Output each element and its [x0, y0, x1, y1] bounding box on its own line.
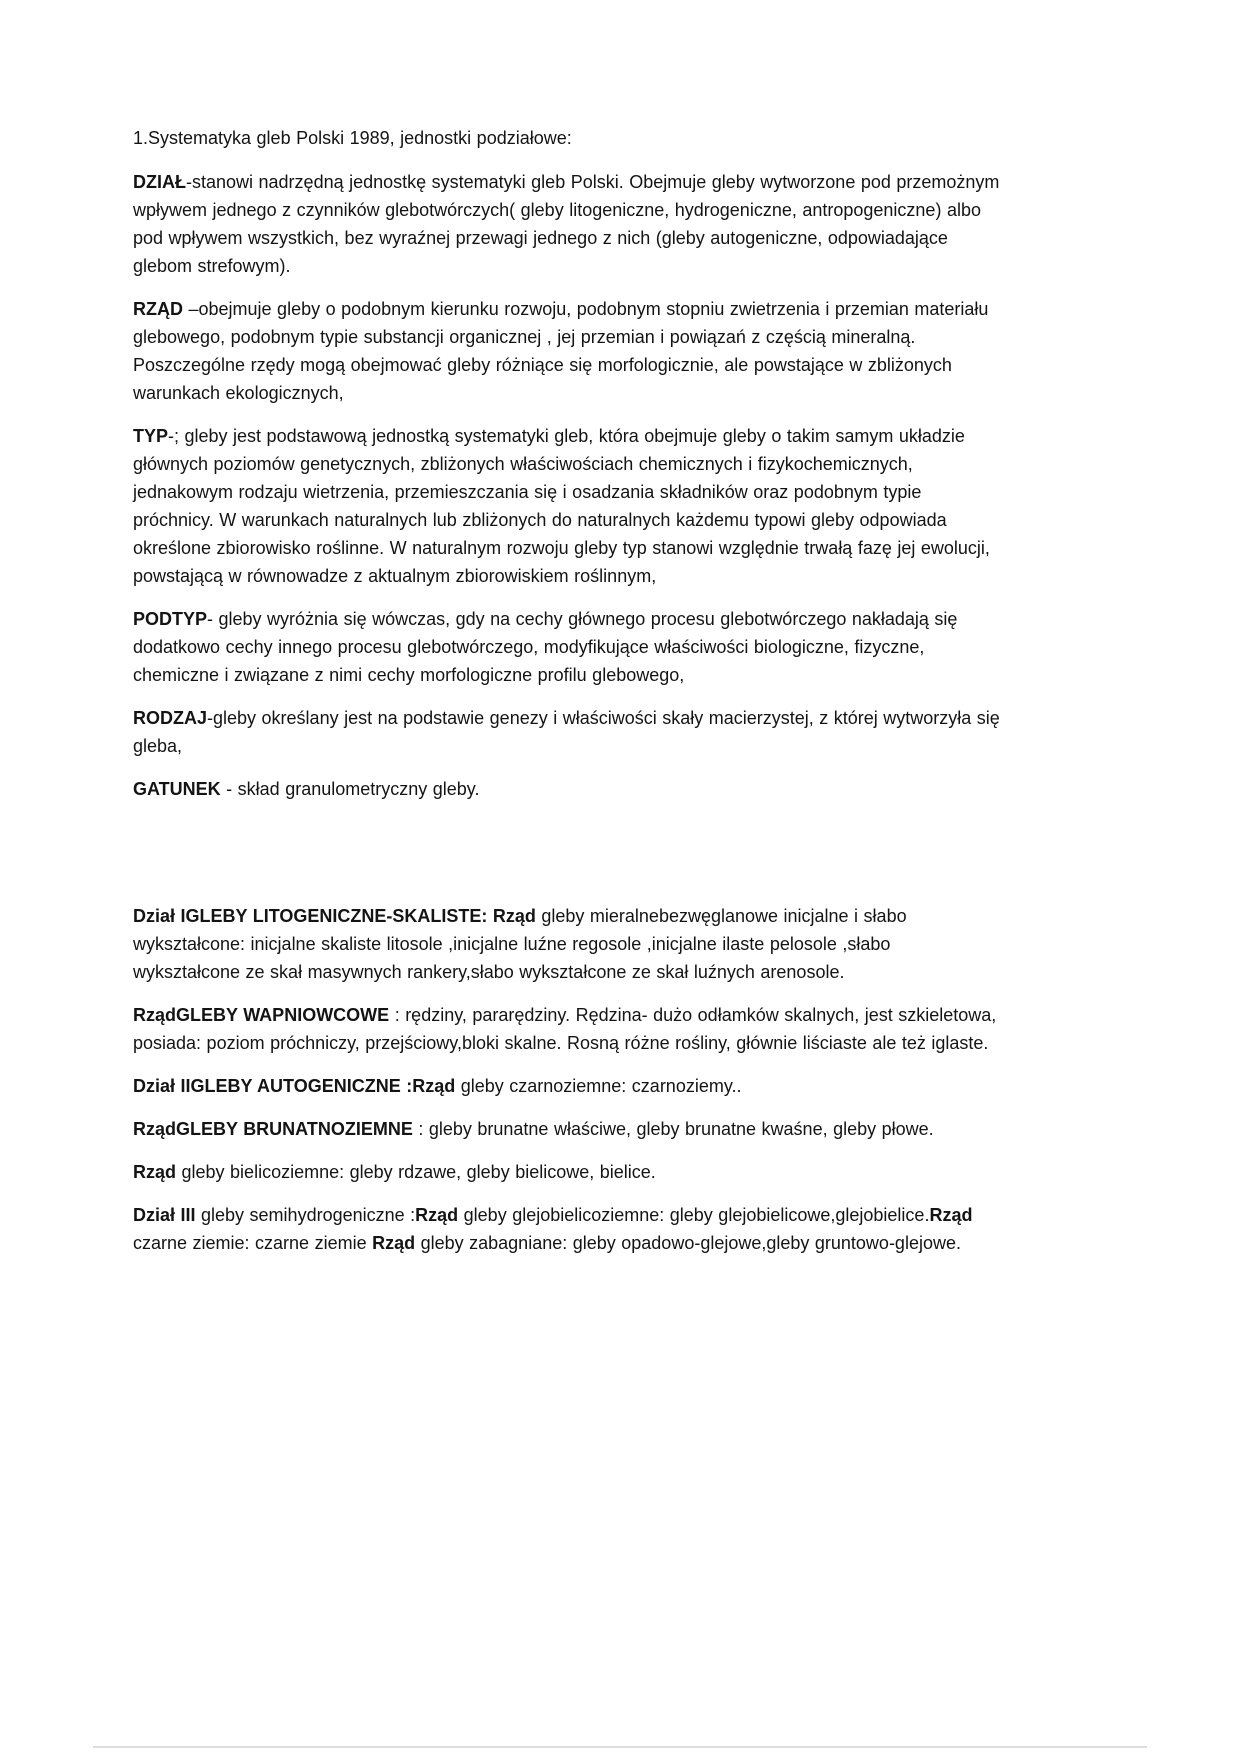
para-rzad-bielicoziemne: [133, 1158, 1002, 1186]
paragraph-bold-lead: Rząd: [133, 1162, 177, 1182]
paragraph-text: –obejmuje gleby o podobnym kierunku rozwoju, podobnym stopniu zwietrzenia i przemian materiału glebowego, podobnym typie substancji organicznej , jej przemian i powiązań z częścią mineralną. Poszczególne rzędy mogą obejmować gleby różniące się morfologicznie, ale powstające w zbliżonych warunkach ekologicznych,: [133, 299, 989, 403]
paragraph-bold-lead: DZIAŁ: [133, 172, 186, 192]
paragraph-text: gleby glejobielicoziemne: gleby glejobielicowe,glejobielice.: [458, 1205, 930, 1225]
paragraph-text: -stanowi nadrzędną jednostkę systematyki gleb Polski. Obejmuje gleby wytworzone pod przemożnym wpływem jednego z czynników glebotwórczych( gleby litogeniczne, hydrogeniczne, antropogeniczne) albo pod wpływem wszystkich, bez wyraźnej przewagi jednego z nich (gleby autogeniczne, odpowiadające glebom strefowym).: [133, 172, 1000, 276]
para-dzial-2-autogeniczne: [133, 1072, 1002, 1100]
paragraph-text: gleby semihydrogeniczne :: [195, 1205, 416, 1225]
paragraph-text: -; gleby jest podstawową jednostką systematyki gleb, która obejmuje gleby o takim samym układzie głównych poziomów genetycznych, zbliżonych właściwościach chemicznych i fizykochemicznych, jednakowym rodzaju wietrzenia, przemieszczania się i osadzania składników oraz podobnym typie próchnicy. W warunkach naturalnych lub zbliżonych do naturalnych każdemu typowi gleby odpowiada określone zbiorowisko roślinne. W naturalnym rozwoju gleby typ stanowi względnie trwałą fazę jej ewolucji, powstającą w równowadze z aktualnym zbiorowiskiem roślinnym,: [133, 426, 990, 586]
paragraph-text: gleby bielicoziemne: gleby rdzawe, gleby bielicowe, bielice.: [176, 1162, 656, 1182]
paragraph-bold-lead: Rząd: [372, 1233, 416, 1253]
paragraph-bold-lead: RZĄD: [133, 299, 183, 319]
paragraph-bold-lead: TYP: [133, 426, 169, 446]
para-dzial-3-semihydrogeniczne: [133, 1201, 1002, 1257]
paragraph-bold-lead: Dział IGLEBY LITOGENICZNE-SKALISTE: Rząd: [133, 906, 536, 926]
paragraph-bold-lead: RządGLEBY WAPNIOWCOWE: [133, 1005, 390, 1025]
paragraph-text: -gleby określany jest na podstawie genezy i właściwości skały macierzystej, z której wytworzyła się gleba,: [133, 708, 1000, 756]
paragraph-text: : rędziny, pararędziny. Rędzina- dużo odłamków skalnych, jest szkieletowa, posiada: poziom próchniczy, przejściowy,bloki skalne. Rosną różne rośliny, głównie liściaste ale też iglaste.: [133, 1005, 997, 1053]
document-body: [133, 168, 1002, 1257]
para-dzial-1-litogeniczne: [133, 902, 1002, 986]
paragraph-text: gleby mieralnebezwęglanowe inicjalne i słabo wykształcone: inicjalne skaliste litosole ,inicjalne luźne regosole ,inicjalne ilaste pelosole ,słabo wykształcone ze skał masywnych rankery,słabo wykształcone ze skał luźnych arenosole.: [133, 906, 907, 982]
para-podtyp-definition: [133, 605, 1002, 689]
page-title: 1.Systematyka gleb Polski 1989, jednostki podziałowe:: [133, 128, 572, 148]
para-rzad-wapniowcowe: [133, 1001, 1002, 1057]
para-gatunek-definition: [133, 775, 1002, 803]
paragraph-bold-lead: Rząd: [415, 1205, 459, 1225]
paragraph-bold-lead: RODZAJ: [133, 708, 208, 728]
paragraph-bold-lead: Dział IIGLEBY AUTOGENICZNE :Rząd: [133, 1076, 456, 1096]
paragraph-bold-lead: PODTYP: [133, 609, 208, 629]
paragraph-text: - skład granulometryczny gleby.: [220, 779, 480, 799]
paragraph-text: czarne ziemie: czarne ziemie: [133, 1233, 373, 1253]
next-page-edge: [93, 1746, 1147, 1748]
para-rzad-brunatnoziemne: [133, 1115, 1002, 1143]
para-rodzaj-definition: [133, 704, 1002, 760]
paragraph-bold-lead: Rząd: [929, 1205, 973, 1225]
paragraph-bold-lead: RządGLEBY BRUNATNOZIEMNE: [133, 1119, 413, 1139]
paragraph-text: - gleby wyróżnia się wówczas, gdy na cechy głównego procesu glebotwórczego nakładają się dodatkowo cechy innego procesu glebotwórczego, modyfikujące właściwości biologiczne, fizyczne, chemiczne i związane z nimi cechy morfologiczne profilu glebowego,: [133, 609, 958, 685]
paragraph-bold-lead: Dział III: [133, 1205, 196, 1225]
paragraph-text: gleby zabagniane: gleby opadowo-glejowe,gleby gruntowo-glejowe.: [415, 1233, 961, 1253]
para-typ-definition: [133, 422, 1002, 590]
para-rzad-definition: [133, 295, 1002, 407]
para-dzial-definition: [133, 168, 1002, 280]
paragraph-text: gleby czarnoziemne: czarnoziemy..: [455, 1076, 742, 1096]
paragraph-bold-lead: GATUNEK: [133, 779, 221, 799]
paragraph-text: : gleby brunatne właściwe, gleby brunatne kwaśne, gleby płowe.: [412, 1119, 934, 1139]
